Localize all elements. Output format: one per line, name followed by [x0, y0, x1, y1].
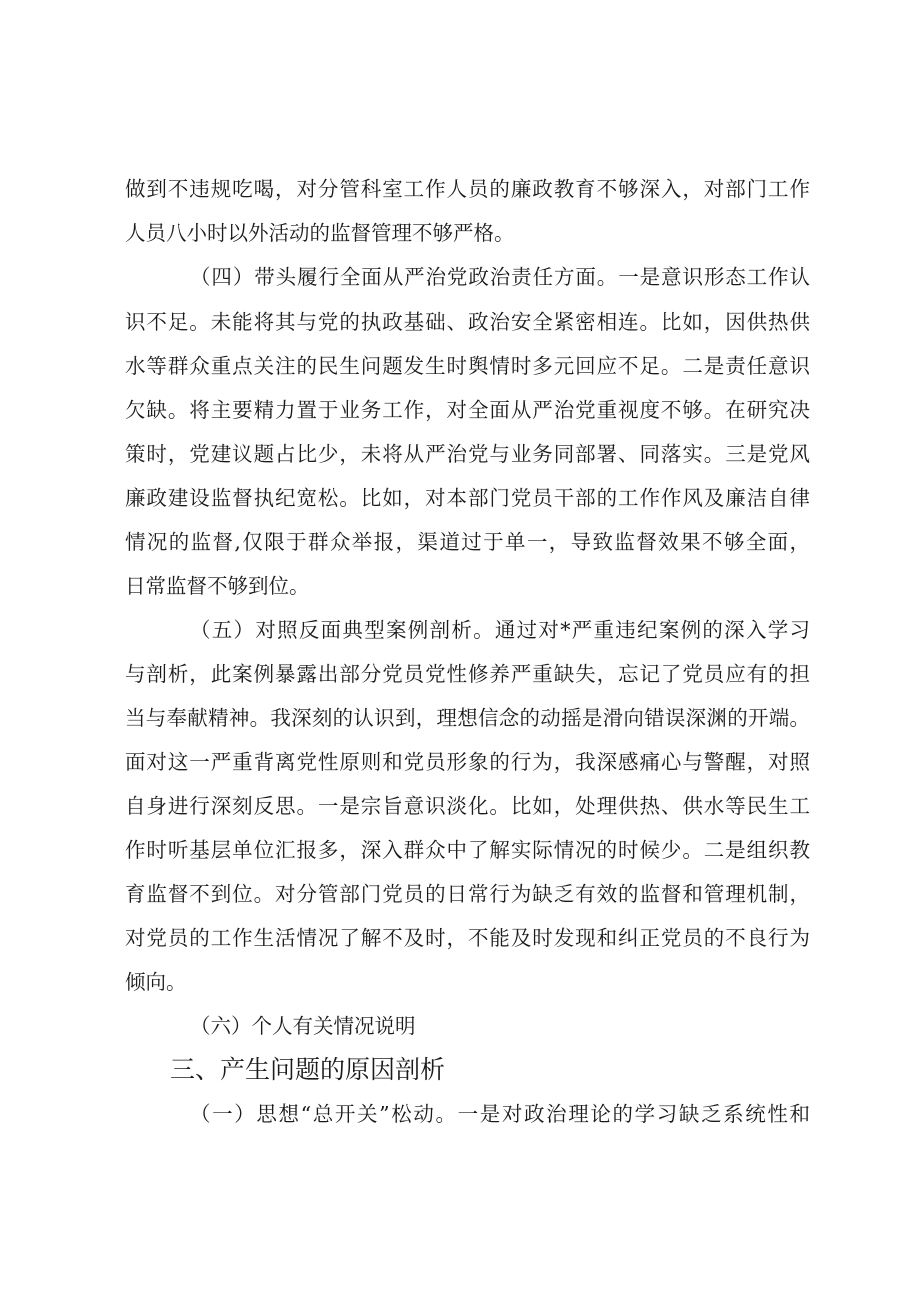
paragraph-line: 当与奉献精神。我深刻的认识到，理想信念的动摇是滑向错误深渊的开端。 — [125, 706, 810, 730]
paragraph-line: 廉政建设监督执纪宽松。比如，对本部门党员干部的工作作风及廉洁自律 — [125, 486, 810, 510]
paragraph-line: 做到不违规吃喝，对分管科室工作人员的廉政教育不够深入，对部门工作 — [125, 177, 810, 201]
paragraph-line: 自身进行深刻反思。一是宗旨意识淡化。比如，处理供热、供水等民生工 — [125, 794, 810, 818]
paragraph-line: 日常监督不够到位。 — [125, 574, 310, 598]
section-six-heading-line: （六）个人有关情况说明 — [190, 1014, 416, 1038]
subsection-one-line: （一）思想“总开关”松动。一是对政治理论的学习缺乏系统性和 — [190, 1102, 810, 1126]
section-five-heading-line: （五）对照反面典型案例剖析。通过对*严重违纪案例的深入学习 — [190, 618, 810, 642]
paragraph-line: 识不足。未能将其与党的执政基础、政治安全紧密相连。比如，因供热供 — [125, 310, 810, 334]
paragraph-line: 水等群众重点关注的民生问题发生时舆情时多元回应不足。二是责任意识 — [125, 354, 810, 378]
paragraph-line: 人员八小时以外活动的监督管理不够严格。 — [125, 221, 515, 245]
section-four-heading-line: （四）带头履行全面从严治党政治责任方面。一是意识形态工作认 — [190, 265, 810, 289]
paragraph-line: 面对这一严重背离党性原则和党员形象的行为，我深感痛心与警醒，对照 — [125, 750, 810, 774]
paragraph-line: 情况的监督,仅限于群众举报，渠道过于单一，导致监督效果不够全面， — [125, 530, 810, 554]
paragraph-line: 对党员的工作生活情况了解不及时，不能及时发现和纠正党员的不良行为 — [125, 926, 810, 950]
paragraph-line: 欠缺。将主要精力置于业务工作，对全面从严治党重视度不够。在研究决 — [125, 398, 810, 422]
paragraph-line: 与剖析，此案例暴露出部分党员党性修养严重缺失，忘记了党员应有的担 — [125, 662, 810, 686]
section-heading: 三、产生问题的原因剖析 — [170, 1055, 446, 1084]
paragraph-line: 倾向。 — [125, 970, 187, 994]
paragraph-line: 作时听基层单位汇报多，深入群众中了解实际情况的时候少。二是组织教 — [125, 838, 810, 862]
paragraph-line: 策时，党建议题占比少，未将从严治党与业务同部署、同落实。三是党风 — [125, 442, 810, 466]
paragraph-line: 育监督不到位。对分管部门党员的日常行为缺乏有效的监督和管理机制， — [125, 882, 810, 906]
